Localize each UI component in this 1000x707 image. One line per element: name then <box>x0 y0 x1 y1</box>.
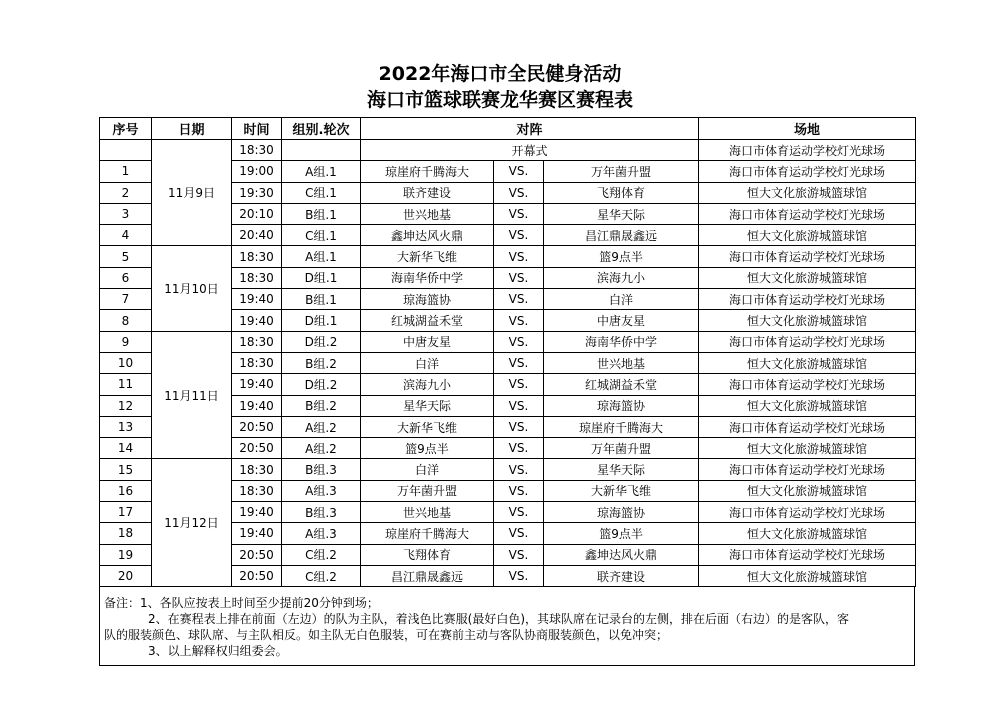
row-group: C组.2 <box>282 565 361 586</box>
row-no: 17 <box>100 502 152 523</box>
row-venue: 恒大文化旅游城篮球馆 <box>699 267 916 288</box>
row-venue: 海口市体育运动学校灯光球场 <box>699 374 916 395</box>
home-team: 滨海九小 <box>361 374 494 395</box>
away-team: 滨海九小 <box>544 267 699 288</box>
row-venue: 恒大文化旅游城篮球馆 <box>699 395 916 416</box>
row-group: D组.2 <box>282 331 361 352</box>
row-time: 20:50 <box>232 438 282 459</box>
row-venue: 海口市体育运动学校灯光球场 <box>699 161 916 182</box>
row-no: 11 <box>100 374 152 395</box>
home-team: 海南华侨中学 <box>361 267 494 288</box>
vs-label: VS. <box>494 459 544 480</box>
row-group: D组.1 <box>282 310 361 331</box>
row-venue: 海口市体育运动学校灯光球场 <box>699 502 916 523</box>
row-no: 19 <box>100 544 152 565</box>
away-team: 琼崖府千腾海大 <box>544 416 699 437</box>
home-team: 大新华飞维 <box>361 246 494 267</box>
away-team: 大新华飞维 <box>544 480 699 501</box>
row-group: A组.1 <box>282 246 361 267</box>
vs-label: VS. <box>494 331 544 352</box>
row-time: 18:30 <box>232 331 282 352</box>
row-no: 2 <box>100 182 152 203</box>
row-no: 8 <box>100 310 152 331</box>
row-no: 15 <box>100 459 152 480</box>
vs-label: VS. <box>494 502 544 523</box>
row-group: B组.3 <box>282 459 361 480</box>
home-team: 琼崖府千腾海大 <box>361 523 494 544</box>
vs-label: VS. <box>494 374 544 395</box>
vs-label: VS. <box>494 544 544 565</box>
home-team: 白洋 <box>361 459 494 480</box>
away-team: 篮9点半 <box>544 523 699 544</box>
home-team: 白洋 <box>361 352 494 373</box>
header-no: 序号 <box>100 118 152 140</box>
home-team: 红城湖益禾堂 <box>361 310 494 331</box>
date-cell: 11月10日 <box>152 246 232 331</box>
row-venue: 恒大文化旅游城篮球馆 <box>699 438 916 459</box>
row-time: 19:00 <box>232 161 282 182</box>
row-no: 6 <box>100 267 152 288</box>
row-time: 18:30 <box>232 459 282 480</box>
row-time: 18:30 <box>232 480 282 501</box>
table-row <box>100 246 916 267</box>
row-venue: 恒大文化旅游城篮球馆 <box>699 182 916 203</box>
vs-label: VS. <box>494 395 544 416</box>
away-team: 琼海篮协 <box>544 502 699 523</box>
row-time: 19:40 <box>232 502 282 523</box>
row-no: 1 <box>100 161 152 182</box>
away-team: 万年菌升盟 <box>544 438 699 459</box>
row-venue: 恒大文化旅游城篮球馆 <box>699 523 916 544</box>
home-team: 飞翔体育 <box>361 544 494 565</box>
away-team: 红城湖益禾堂 <box>544 374 699 395</box>
row-group: D组.2 <box>282 374 361 395</box>
row-group: B组.1 <box>282 203 361 224</box>
row-no: 14 <box>100 438 152 459</box>
row-group: C组.1 <box>282 182 361 203</box>
row-time: 20:50 <box>232 544 282 565</box>
row-venue: 海口市体育运动学校灯光球场 <box>699 331 916 352</box>
table-row <box>100 140 916 161</box>
row-time: 19:40 <box>232 374 282 395</box>
row-time: 20:50 <box>232 416 282 437</box>
row-venue: 海口市体育运动学校灯光球场 <box>699 289 916 310</box>
row-no <box>100 140 152 161</box>
home-team: 鑫坤达风火鼎 <box>361 225 494 246</box>
home-team: 昌江鼎晟鑫远 <box>361 565 494 586</box>
away-team: 中唐友星 <box>544 310 699 331</box>
row-no: 20 <box>100 565 152 586</box>
row-no: 16 <box>100 480 152 501</box>
away-team: 万年菌升盟 <box>544 161 699 182</box>
row-no: 13 <box>100 416 152 437</box>
vs-label: VS. <box>494 289 544 310</box>
row-time: 20:40 <box>232 225 282 246</box>
row-no: 4 <box>100 225 152 246</box>
header-date: 日期 <box>152 118 232 140</box>
row-group: B组.2 <box>282 395 361 416</box>
away-team: 联齐建设 <box>544 565 699 586</box>
row-no: 12 <box>100 395 152 416</box>
table-row <box>100 459 916 480</box>
row-venue: 恒大文化旅游城篮球馆 <box>699 310 916 331</box>
home-team: 星华天际 <box>361 395 494 416</box>
header-time: 时间 <box>232 118 282 140</box>
row-group: B组.1 <box>282 289 361 310</box>
row-no: 5 <box>100 246 152 267</box>
row-time: 20:10 <box>232 203 282 224</box>
row-venue: 海口市体育运动学校灯光球场 <box>699 459 916 480</box>
away-team: 昌江鼎晟鑫远 <box>544 225 699 246</box>
opening-label: 开幕式 <box>361 140 699 161</box>
row-venue: 恒大文化旅游城篮球馆 <box>699 480 916 501</box>
row-venue: 海口市体育运动学校灯光球场 <box>699 246 916 267</box>
note-line-1: 备注：1、各队应按表上时间至少提前20分钟到场； <box>104 596 379 610</box>
date-cell: 11月11日 <box>152 331 232 459</box>
note-line-3: 队的服装颜色、球队席、与主队相反。如主队无白色服装，可在赛前主动与客队协商服装颜色，以免冲突； <box>104 628 669 642</box>
row-venue: 恒大文化旅游城篮球馆 <box>699 352 916 373</box>
row-venue: 恒大文化旅游城篮球馆 <box>699 225 916 246</box>
vs-label: VS. <box>494 480 544 501</box>
row-group: A组.2 <box>282 416 361 437</box>
row-group: C组.1 <box>282 225 361 246</box>
row-time: 19:40 <box>232 289 282 310</box>
vs-label: VS. <box>494 203 544 224</box>
home-team: 中唐友星 <box>361 331 494 352</box>
home-team: 篮9点半 <box>361 438 494 459</box>
row-no: 7 <box>100 289 152 310</box>
home-team: 世兴地基 <box>361 502 494 523</box>
vs-label: VS. <box>494 161 544 182</box>
away-team: 鑫坤达风火鼎 <box>544 544 699 565</box>
vs-label: VS. <box>494 352 544 373</box>
row-time: 18:30 <box>232 267 282 288</box>
row-time: 18:30 <box>232 246 282 267</box>
row-no: 18 <box>100 523 152 544</box>
away-team: 星华天际 <box>544 203 699 224</box>
row-time: 18:30 <box>232 352 282 373</box>
row-time: 18:30 <box>232 140 282 161</box>
row-group: A组.3 <box>282 523 361 544</box>
row-time: 19:40 <box>232 310 282 331</box>
row-venue: 海口市体育运动学校灯光球场 <box>699 140 916 161</box>
vs-label: VS. <box>494 267 544 288</box>
row-group: B组.3 <box>282 502 361 523</box>
note-line-2: 2、在赛程表上排在前面（左边）的队为主队，着浅色比赛服(最好白色)，其球队席在记录台的左侧，排在后面（右边）的是客队，客 <box>148 612 850 626</box>
row-group: A组.3 <box>282 480 361 501</box>
header-venue: 场地 <box>699 118 916 140</box>
row-venue: 海口市体育运动学校灯光球场 <box>699 544 916 565</box>
home-team: 联齐建设 <box>361 182 494 203</box>
notes-box <box>99 587 915 666</box>
vs-label: VS. <box>494 182 544 203</box>
row-group <box>282 140 361 161</box>
schedule-body <box>100 140 916 587</box>
vs-label: VS. <box>494 310 544 331</box>
page-title: 2022年海口市全民健身活动 <box>378 63 622 85</box>
header-group: 组别.轮次 <box>282 118 361 140</box>
row-group: A组.1 <box>282 161 361 182</box>
away-team: 白洋 <box>544 289 699 310</box>
away-team: 世兴地基 <box>544 352 699 373</box>
table-row <box>100 331 916 352</box>
row-group: D组.1 <box>282 267 361 288</box>
page-subtitle: 海口市篮球联赛龙华赛区赛程表 <box>366 89 633 111</box>
row-time: 19:40 <box>232 523 282 544</box>
away-team: 海南华侨中学 <box>544 331 699 352</box>
note-line-4: 3、以上解释权归组委会。 <box>148 644 288 658</box>
header-row <box>100 118 916 140</box>
away-team: 篮9点半 <box>544 246 699 267</box>
row-no: 9 <box>100 331 152 352</box>
row-time: 19:40 <box>232 395 282 416</box>
date-cell: 11月12日 <box>152 459 232 587</box>
vs-label: VS. <box>494 416 544 437</box>
home-team: 万年菌升盟 <box>361 480 494 501</box>
date-cell: 11月9日 <box>152 140 232 246</box>
row-time: 19:30 <box>232 182 282 203</box>
home-team: 大新华飞维 <box>361 416 494 437</box>
row-venue: 恒大文化旅游城篮球馆 <box>699 565 916 586</box>
row-no: 10 <box>100 352 152 373</box>
vs-label: VS. <box>494 438 544 459</box>
away-team: 飞翔体育 <box>544 182 699 203</box>
row-venue: 海口市体育运动学校灯光球场 <box>699 416 916 437</box>
row-group: A组.2 <box>282 438 361 459</box>
row-venue: 海口市体育运动学校灯光球场 <box>699 203 916 224</box>
row-group: B组.2 <box>282 352 361 373</box>
vs-label: VS. <box>494 246 544 267</box>
home-team: 琼海篮协 <box>361 289 494 310</box>
row-time: 20:50 <box>232 565 282 586</box>
vs-label: VS. <box>494 565 544 586</box>
header-match: 对阵 <box>361 118 699 140</box>
vs-label: VS. <box>494 523 544 544</box>
row-group: C组.2 <box>282 544 361 565</box>
schedule-table <box>99 117 916 587</box>
away-team: 琼海篮协 <box>544 395 699 416</box>
home-team: 世兴地基 <box>361 203 494 224</box>
away-team: 星华天际 <box>544 459 699 480</box>
row-no: 3 <box>100 203 152 224</box>
home-team: 琼崖府千腾海大 <box>361 161 494 182</box>
vs-label: VS. <box>494 225 544 246</box>
